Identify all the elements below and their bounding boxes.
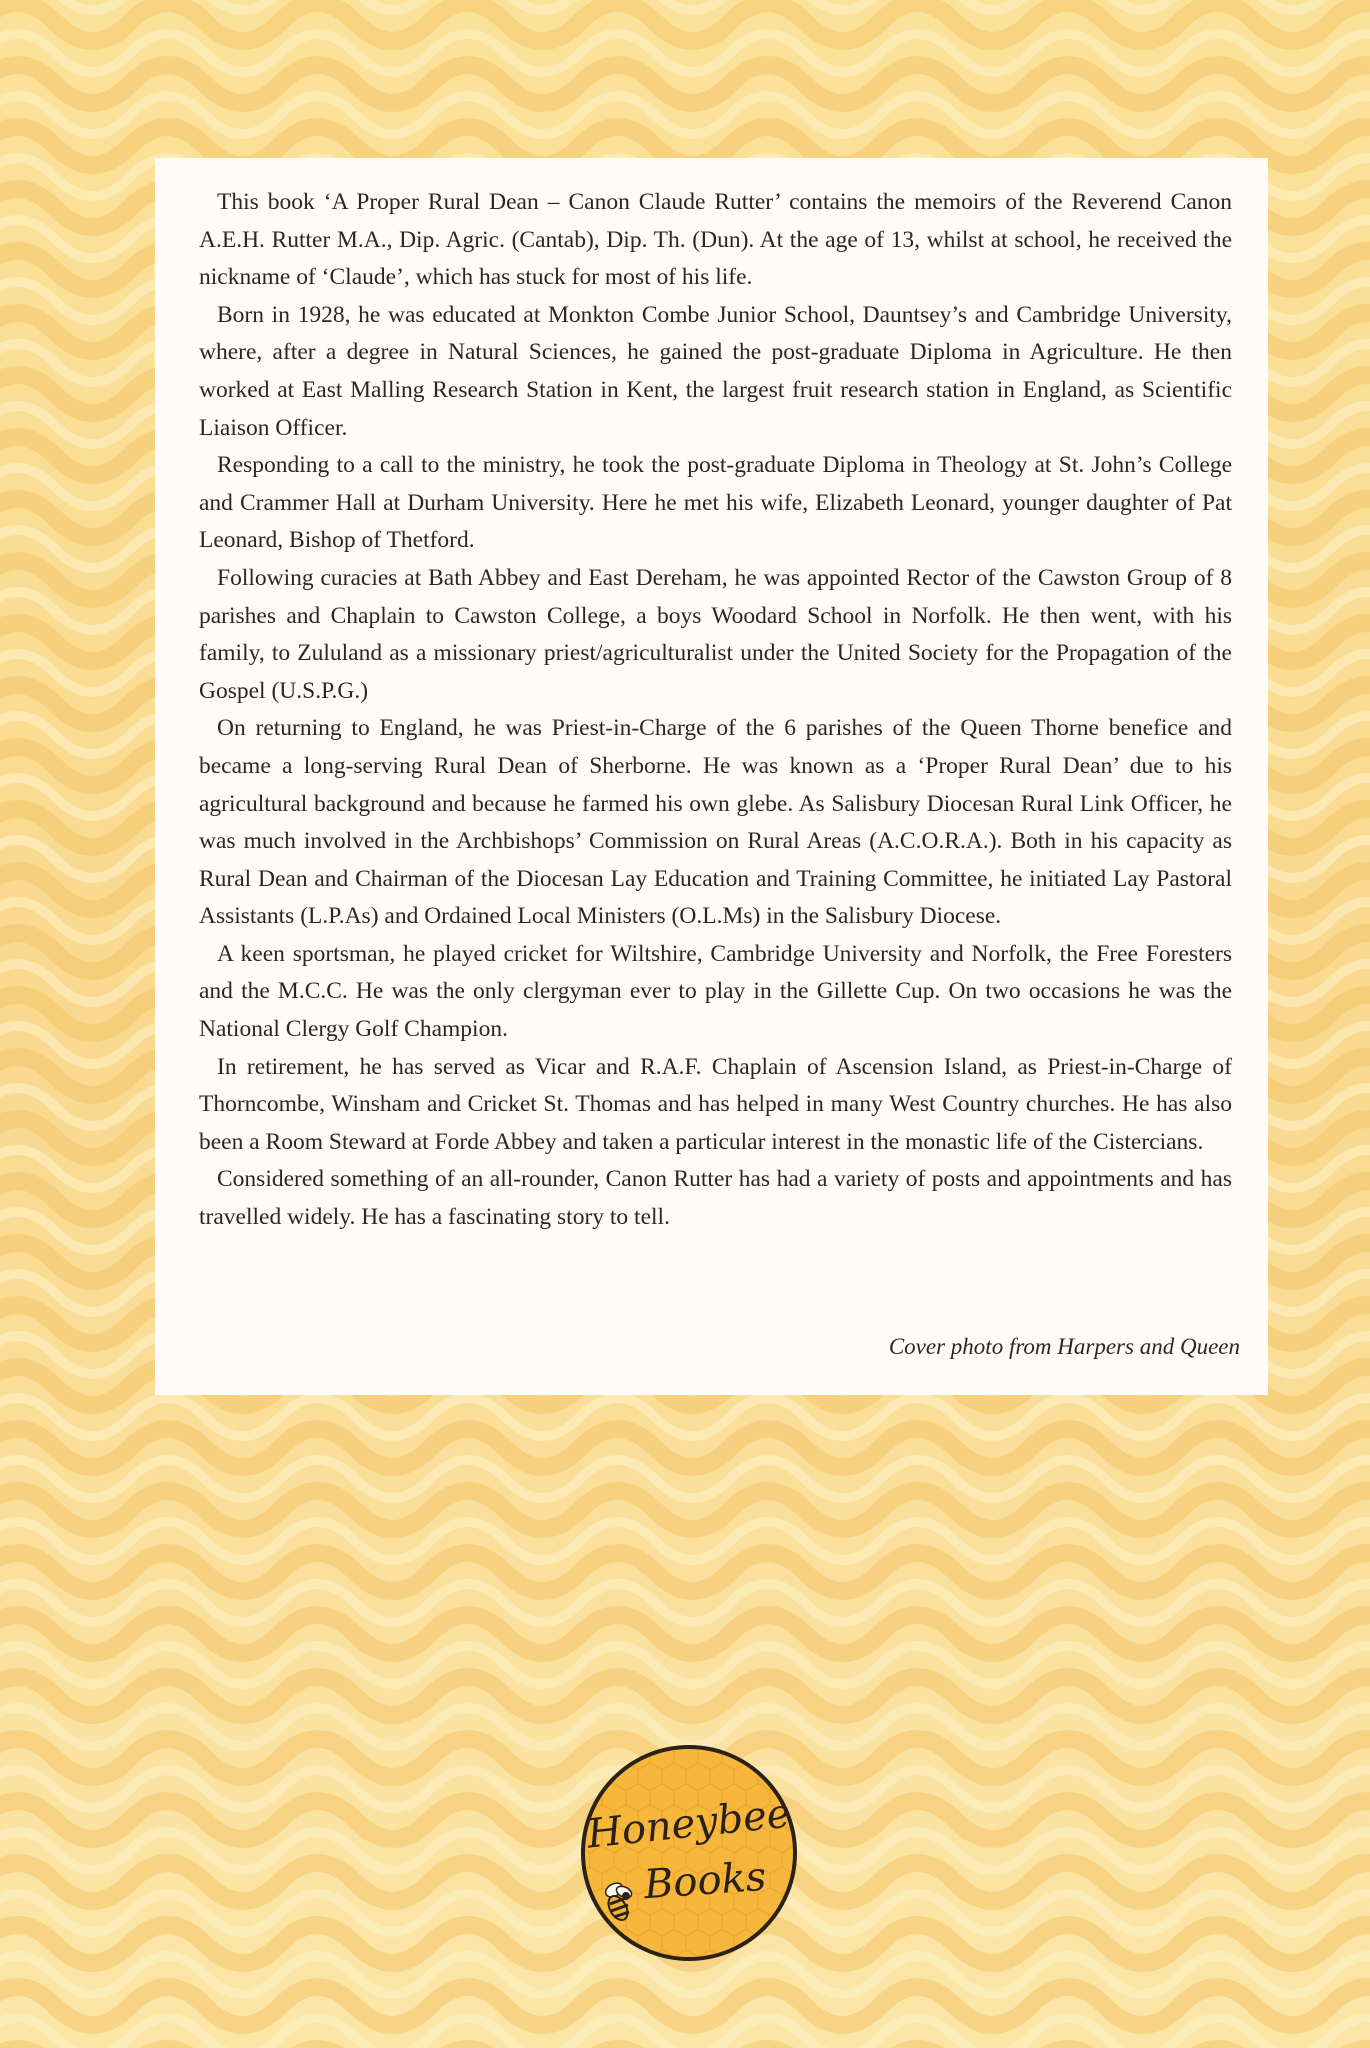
blurb-paragraph-4: Following curacies at Bath Abbey and East Dereham, he was appointed Rector of the Cawston Group of 8 parishes and Chaplain to Cawston College, a boys Woodard School in Norfolk. He then went, with his family, to Zululand as a missionary priest/agriculturalist under the United Society for the Propagation of the Gospel (U.S.P.G.) bbox=[199, 564, 1232, 704]
blurb-paragraph-5: On returning to England, he was Priest-in-Charge of the 6 parishes of the Queen Thorne benefice and became a long-serving Rural Dean of Sherborne. He was known as a ‘Proper Rural Dean’ due to his agricultural background and because he farmed his own glebe. As Salisbury Diocesan Rural Link Officer, he was much involved in the Archbishops’ Commission on Rural Areas (A.C.O.R.A.). Both in his capacity as Rural Dean and Chairman of the Diocesan Lay Education and Training Committee, he initiated Lay Pastoral Assistants (L.P.As) and Ordained Local Ministers (O.L.Ms) in the Salisbury Diocese. bbox=[199, 715, 1232, 930]
blurb-paragraph-1: This book ‘A Proper Rural Dean – Canon Claude Rutter’ contains the memoirs of the Reverend Canon A.E.H. Rutter M.A., Dip. Agric. (Cantab), Dip. Th. (Dun). At the age of 13, whilst at school, he received the nickname of ‘Claude’, which has stuck for most of his life. bbox=[199, 189, 1232, 291]
blurb-panel bbox=[155, 158, 1268, 1395]
cover-photo-credit: Cover photo from Harpers and Queen bbox=[888, 1334, 1240, 1359]
blurb-paragraph-7: In retirement, he has served as Vicar and R.A.F. Chaplain of Ascension Island, as Priest-in-Charge of Thorncombe, Winsham and Cricket St. Thomas and has helped in many West Country churches. He has also been a Room Steward at Forde Abbey and taken a particular interest in the monastic life of the Cistercians. bbox=[199, 1053, 1232, 1155]
logo-text-honeybee: Honeybee bbox=[584, 1790, 793, 1858]
blurb-paragraph-3: Responding to a call to the ministry, he took the post-graduate Diploma in Theology at St. John’s College and Crammer Hall at Durham University. Here he met his wife, Elizabeth Leonard, younger daughter of Pat Leonard, Bishop of Thetford. bbox=[199, 452, 1232, 554]
blurb-paragraph-8: Considered something of an all-rounder, Canon Rutter has had a variety of posts and appointments and has travelled widely. He has a fascinating story to tell. bbox=[199, 1166, 1232, 1231]
blurb-paragraph-2: Born in 1928, he was educated at Monkton Combe Junior School, Dauntsey’s and Cambridge University, where, after a degree in Natural Sciences, he gained the post-graduate Diploma in Agriculture. He then worked at East Malling Research Station in Kent, the largest fruit research station in England, as Scientific Liaison Officer. bbox=[199, 301, 1232, 441]
blurb-paragraph-6: A keen sportsman, he played cricket for Wiltshire, Cambridge University and Norfolk, the Free Foresters and the M.C.C. He was the only clergyman ever to play in the Gillette Cup. On two occasions he was the National Clergy Golf Champion. bbox=[199, 940, 1232, 1043]
logo-text-books: Books bbox=[642, 1853, 768, 1909]
honeybee-books-logo bbox=[578, 1742, 800, 1964]
